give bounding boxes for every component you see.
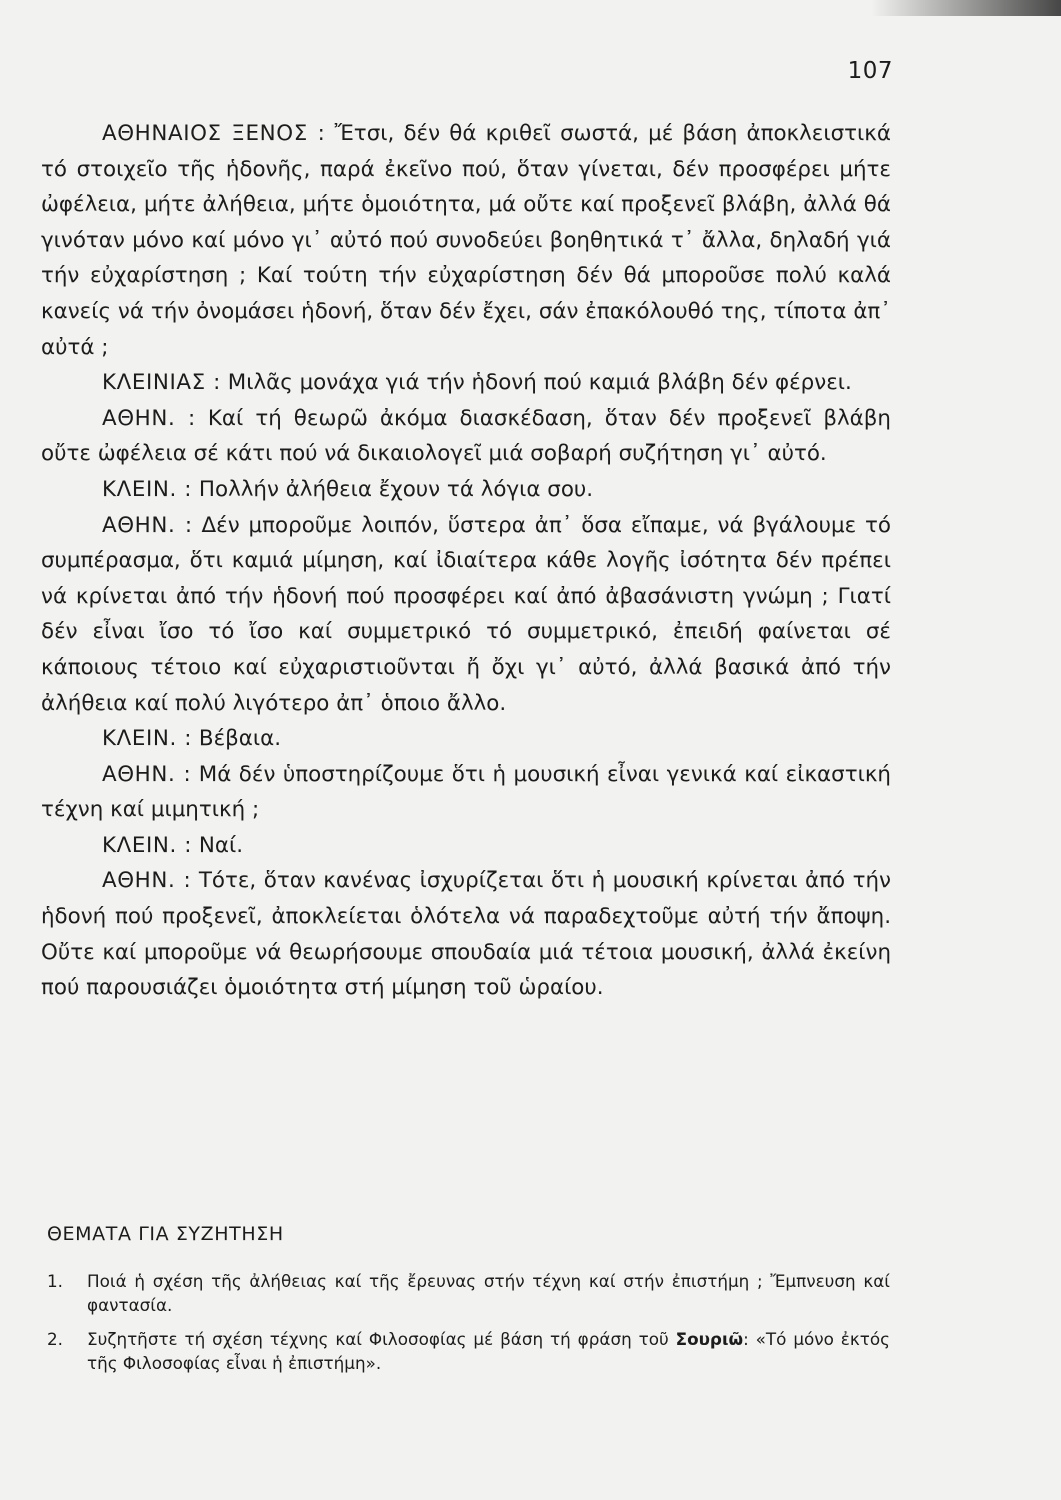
dialogue-paragraph — [41, 116, 891, 365]
speech-text: Μιλᾶς μονάχα γιά τήν ἡδονή πού καμιά βλάβη δέν φέρνει. — [227, 370, 852, 396]
dialogue-paragraph — [41, 472, 891, 508]
topic-number: 1. — [47, 1271, 64, 1291]
speech-text: Βέβαια. — [198, 726, 282, 752]
speech-text: Τότε, ὅταν κανένας ἰσχυρίζεται ὅτι ἡ μουσική κρίνεται ἀπό τήν ἡδονή πού προξενεῖ, ἀποκλείεται ὁλότελα νά παραδεχτοῦμε αὐτή τήν ἄποψη. Οὔτε καί μποροῦμε νά θεωρήσουμε σπουδαία μιά τέτοια μουσική, ἀλλά ἐκείνη πού παρουσιάζει ὁμοιότητα στή μίμηση τοῦ ὡραίου. — [41, 868, 891, 1001]
dialogue-paragraph — [41, 721, 891, 757]
topic-number: 2. — [47, 1329, 64, 1349]
speech-text: Δέν μποροῦμε λοιπόν, ὕστερα ἀπ᾽ ὅσα εἴπαμε, νά βγάλουμε τό συμπέρασμα, ὅτι καμιά μίμηση, καί ἰδιαίτερα κάθε λογῆς ἰσότητα δέν πρέπει νά κρίνεται ἀπό τήν ἡδονή πού προσφέρει καί ἀπό ἀβασάνιστη γνώμη ; Γιατί δέν εἶναι ἴσο τό ἴσο καί συμμετρικό τό συμμετρικό, ἐπειδή φαίνεται σέ κάποιους τέτοιο καί εὐχαριστιοῦνται ἤ ὄχι γι᾽ αὐτό, ἀλλά βασικά ἀπό τήν ἀλήθεια καί πολύ λιγότερο ἀπ᾽ ὁποιο ἄλλο. — [41, 512, 891, 716]
speaker-label: ΑΘΗΝ. : — [102, 405, 196, 431]
topic-item — [47, 1269, 890, 1317]
dialogue-paragraph — [41, 828, 891, 864]
speech-text: Ναί. — [198, 832, 244, 858]
topic-text — [87, 1327, 890, 1375]
topics-list — [47, 1269, 890, 1385]
scan-edge-shadow — [871, 0, 1061, 16]
dialogue-paragraph — [41, 863, 891, 1005]
dialogue-paragraph — [41, 365, 891, 401]
speaker-label: ΚΛΕΙΝ. : — [102, 476, 193, 502]
speaker-label: ΑΘΗΝ. : — [102, 868, 192, 894]
dialogue-text — [41, 116, 891, 1006]
topic-text-before: Συζητῆστε τή σχέση τέχνης καί Φιλοσοφίας μέ βάση τή φράση τοῦ — [87, 1329, 669, 1349]
speaker-label: ΚΛΕΙΝ. : — [102, 726, 193, 752]
speech-text: Ἔτσι, δέν θά κριθεῖ σωστά, μέ βάση ἀποκλειστικά τό στοιχεῖο τῆς ἡδονῆς, παρά ἐκεῖνο πού, ὅταν γίνεται, δέν προσφέρει μήτε ὠφέλεια, μήτε ἀλήθεια, μήτε ὁμοιότητα, μά οὔτε καί προξενεῖ βλάβη, ἀλλά θά γινόταν μόνο καί μόνο γι᾽ αὐτό πού συνοδεύει βοηθητικά τ᾽ ἄλλα, δηλαδή γιά τήν εὐχαρίστηση ; Καί τούτη τήν εὐχαρίστηση δέν θά μποροῦσε πολύ καλά κανείς νά τήν ὀνομάσει ἡδονή, ὅταν δέν ἔχει, σάν ἐπακόλουθό της, τίποτα ἀπ᾽ αὐτά ; — [41, 121, 891, 360]
dialogue-paragraph — [41, 508, 891, 722]
speech-text: Καί τή θεωρῶ ἀκόμα διασκέδαση, ὅταν δέν προξενεῖ βλάβη οὔτε ὠφέλεια σέ κάτι πού νά δικαιολογεῖ μιά σοβαρή συζήτηση γι᾽ αὐτό. — [41, 405, 891, 467]
dialogue-paragraph — [41, 757, 891, 828]
page-number: 107 — [847, 58, 893, 84]
topic-text: Ποιά ἡ σχέση τῆς ἀλήθειας καί τῆς ἔρευνας στήν τέχνη καί στήν ἐπιστήμη ; Ἔμπνευση καί φαντασία. — [87, 1271, 890, 1315]
topic-text-after: : «Τό μόνο ἐκτός τῆς Φιλοσοφίας εἶναι ἡ ἐπιστήμη». — [87, 1329, 890, 1373]
topics-heading: ΘΕΜΑΤΑ ΓΙΑ ΣΥΖΗΤΗΣΗ — [47, 1223, 284, 1245]
speaker-label: ΑΘΗΝ. : — [102, 761, 192, 787]
speaker-label: ΑΘΗΝ. : — [102, 512, 193, 538]
speaker-label: ΚΛΕΙΝΙΑΣ : — [102, 370, 221, 396]
dialogue-paragraph — [41, 401, 891, 472]
topic-item — [47, 1327, 890, 1375]
speech-text: Πολλήν ἀλήθεια ἔχουν τά λόγια σου. — [198, 476, 594, 502]
speaker-label: ΚΛΕΙΝ. : — [102, 832, 193, 858]
topic-author-name: Σουριῶ — [675, 1329, 744, 1349]
speech-text: Μά δέν ὑποστηρίζουμε ὅτι ἡ μουσική εἶναι γενικά καί εἰκαστική τέχνη καί μιμητική ; — [41, 761, 891, 823]
speaker-label: ΑΘΗΝΑΙΟΣ ΞΕΝΟΣ : — [102, 121, 326, 146]
